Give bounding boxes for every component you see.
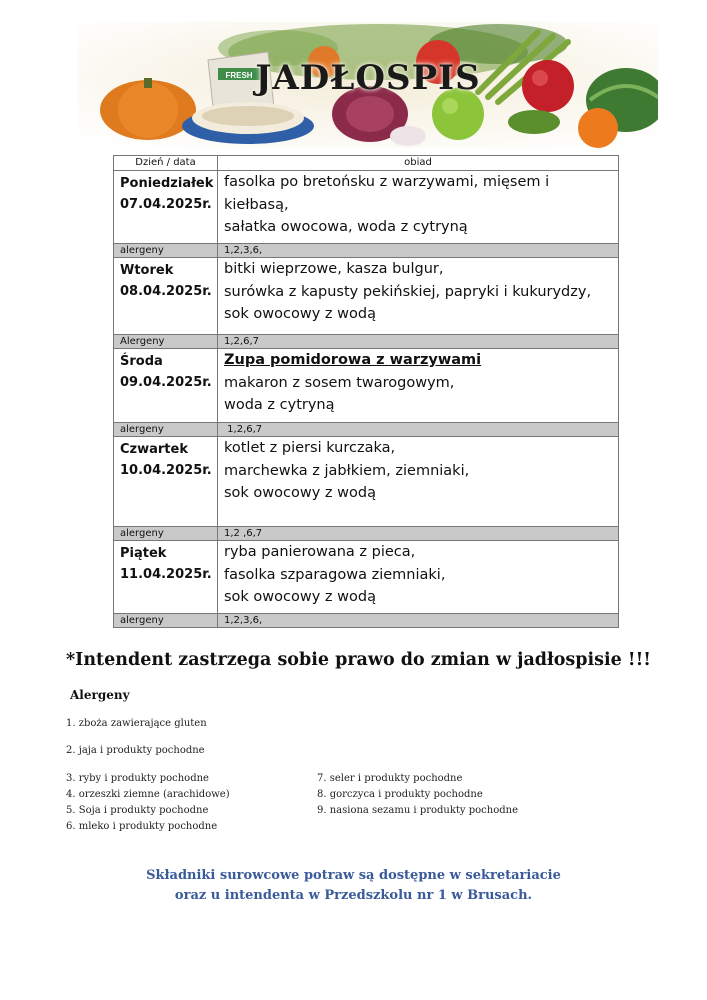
meal-line: sok owocowy z wodą <box>224 306 376 322</box>
day-name: Piątek <box>120 546 167 561</box>
table-row <box>114 171 619 244</box>
meal-line: kiełbasą, <box>224 196 289 213</box>
day-cell <box>114 349 218 423</box>
allergen-item: 3. ryby i produkty pochodne <box>66 773 209 784</box>
footer-line: oraz u intendenta w Przedszkolu nr 1 w Brusach. <box>174 888 533 903</box>
day-date: 11.04.2025r. <box>120 567 212 582</box>
allergen-item: 7. seler i produkty pochodne <box>317 773 463 784</box>
allergen-values: 1,2,3,6, <box>218 244 619 258</box>
change-notice: *Intendent zastrzega sobie prawo do zmian w jadłospisie !!! <box>66 650 651 670</box>
menu-table <box>113 155 619 628</box>
page-title: JADŁOSPIS <box>255 58 481 98</box>
allergen-item: 6. mleko i produkty pochodne <box>66 821 218 832</box>
allergen-item: 8. gorczyca i produkty pochodne <box>317 789 483 800</box>
table-header-row <box>114 156 619 171</box>
day-date: 07.04.2025r. <box>120 197 212 212</box>
footer-line: Składniki surowcowe potraw są dostępne w sekretariacie <box>146 868 561 883</box>
meal-line: fasolka po bretońsku z warzywami, mięsem i <box>224 174 550 190</box>
day-date: 10.04.2025r. <box>120 463 212 478</box>
allergen-item: 4. orzeszki ziemne (arachidowe) <box>66 789 230 800</box>
allergen-row <box>114 244 619 258</box>
meal-line: sok owocowy z wodą <box>224 589 376 605</box>
meal-line: surówka z kapusty pekińskiej, papryki i kukurydzy, <box>224 283 592 300</box>
meal-cell <box>218 258 619 335</box>
day-cell <box>114 258 218 335</box>
allergen-values: 1,2 ,6,7 <box>218 527 619 541</box>
header-day-date: Dzień / data <box>114 156 218 171</box>
allergen-label: alergeny <box>114 423 218 437</box>
allergen-label: alergeny <box>114 527 218 541</box>
allergen-item: 1. zboża zawierające gluten <box>66 718 207 729</box>
day-name: Wtorek <box>120 263 174 278</box>
allergen-values: 1,2,3,6, <box>218 614 619 628</box>
meal-line: marchewka z jabłkiem, ziemniaki, <box>224 462 470 479</box>
meal-line: sok owocowy z wodą <box>224 485 376 501</box>
footer-note <box>0 866 707 906</box>
day-cell <box>114 171 218 244</box>
day-cell <box>114 541 218 614</box>
allergen-row <box>114 423 619 437</box>
day-name: Poniedziałek <box>120 176 214 191</box>
allergen-item: 9. nasiona sezamu i produkty pochodne <box>317 805 519 816</box>
day-name: Czwartek <box>120 442 188 457</box>
carton-label: FRESH <box>225 71 253 80</box>
header-lunch: obiad <box>218 156 619 171</box>
day-date: 08.04.2025r. <box>120 284 212 299</box>
allergen-values: 1,2,6,7 <box>218 423 619 437</box>
allergen-item: 5. Soja i produkty pochodne <box>66 805 209 816</box>
meal-line: woda z cytryną <box>224 397 335 413</box>
allergen-label: alergeny <box>114 614 218 628</box>
allergen-label: alergeny <box>114 244 218 258</box>
meal-line: bitki wieprzowe, kasza bulgur, <box>224 261 444 277</box>
table-row <box>114 437 619 527</box>
header-banner <box>78 22 658 148</box>
table-row <box>114 258 619 335</box>
table-row <box>114 541 619 614</box>
allergen-row <box>114 527 619 541</box>
allergen-row <box>114 335 619 349</box>
allergen-values: 1,2,6,7 <box>218 335 619 349</box>
table-row <box>114 349 619 423</box>
allergen-row <box>114 614 619 628</box>
allergen-item: 2. jaja i produkty pochodne <box>66 745 205 756</box>
day-cell <box>114 437 218 527</box>
soup-line: Zupa pomidorowa z warzywami <box>224 352 482 368</box>
meal-cell <box>218 171 619 244</box>
allergens-heading: Alergeny <box>70 688 130 702</box>
meal-line: ryba panierowana z pieca, <box>224 544 416 560</box>
meal-line: sałatka owocowa, woda z cytryną <box>224 219 468 235</box>
meal-cell <box>218 437 619 527</box>
day-name: Środa <box>120 354 163 369</box>
meal-line: kotlet z piersi kurczaka, <box>224 440 396 456</box>
allergen-label: Alergeny <box>114 335 218 349</box>
meal-cell <box>218 541 619 614</box>
meal-line: makaron z sosem twarogowym, <box>224 374 455 391</box>
meal-cell <box>218 349 619 423</box>
meal-line: fasolka szparagowa ziemniaki, <box>224 566 446 583</box>
day-date: 09.04.2025r. <box>120 375 212 390</box>
